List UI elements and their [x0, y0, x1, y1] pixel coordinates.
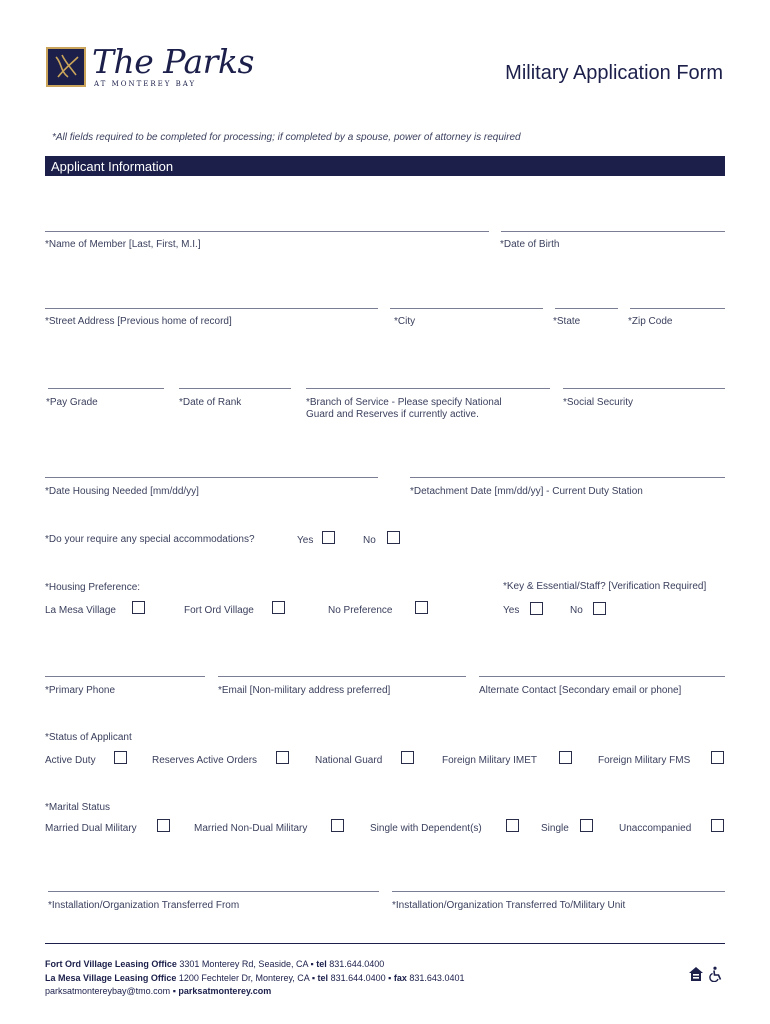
logo-emblem-icon [48, 49, 84, 85]
married-non-dual-checkbox[interactable] [331, 819, 344, 832]
imet-checkbox[interactable] [559, 751, 572, 764]
housing-option-no-preference: No Preference [328, 605, 393, 616]
footer-line-contact: parksatmontereybay@tmo.com ▪ parksatmonterey.com [45, 986, 272, 996]
key-essential-no-checkbox[interactable] [593, 602, 606, 615]
state-label: *State [553, 316, 581, 327]
name-field[interactable] [45, 231, 489, 232]
primary-phone-label: *Primary Phone [45, 685, 116, 696]
logo-title: The Parks [92, 42, 254, 81]
date-housing-label: *Date Housing Needed [mm/dd/yy] [45, 486, 199, 497]
email-label: *Email [Non-military address preferred] [218, 685, 391, 696]
footer-divider [45, 943, 725, 944]
single-dependents-checkbox[interactable] [506, 819, 519, 832]
dob-field[interactable] [501, 231, 725, 232]
status-option-active-duty: Active Duty [45, 755, 96, 766]
street-label: *Street Address [Previous home of record] [45, 316, 232, 327]
marital-label: *Marital Status [45, 802, 111, 813]
housing-option-fort-ord: Fort Ord Village [184, 605, 254, 616]
installation-from-label: *Installation/Organization Transferred From [48, 900, 240, 911]
la-mesa-checkbox[interactable] [132, 601, 145, 614]
housing-option-la-mesa: La Mesa Village [45, 605, 116, 616]
marital-option-single-dependents: Single with Dependent(s) [370, 823, 482, 834]
status-option-fms: Foreign Military FMS [598, 755, 691, 766]
date-of-rank-field[interactable] [179, 388, 291, 389]
accessibility-icon [708, 966, 724, 987]
footer-email-link[interactable]: parksatmontereybay@tmo.com [45, 986, 171, 996]
single-checkbox[interactable] [580, 819, 593, 832]
accommodations-yes-checkbox[interactable] [322, 531, 335, 544]
footer-line-fort-ord: Fort Ord Village Leasing Office 3301 Monterey Rd, Seaside, CA ▪ tel 831.644.0400 [45, 959, 385, 969]
equal-housing-icon [688, 966, 704, 987]
city-field[interactable] [390, 308, 543, 309]
key-essential-yes-checkbox[interactable] [530, 602, 543, 615]
date-housing-field[interactable] [45, 477, 378, 478]
marital-option-unaccompanied: Unaccompanied [619, 823, 692, 834]
status-option-imet: Foreign Military IMET [442, 755, 538, 766]
pay-grade-label: *Pay Grade [46, 397, 98, 408]
ssn-label: *Social Security [563, 397, 634, 408]
required-note: *All fields required to be completed for processing; if completed by a spouse, power of attorney is required [52, 132, 521, 143]
dob-label: *Date of Birth [500, 239, 560, 250]
accommodations-label: *Do your require any special accommodations? [45, 534, 255, 545]
key-essential-label: *Key & Essential/Staff? [Verification Required] [503, 581, 707, 592]
no-preference-checkbox[interactable] [415, 601, 428, 614]
marital-option-single: Single [541, 823, 569, 834]
state-field[interactable] [555, 308, 618, 309]
status-option-reserves: Reserves Active Orders [152, 755, 258, 766]
fort-ord-checkbox[interactable] [272, 601, 285, 614]
name-label: *Name of Member [Last, First, M.I.] [45, 239, 201, 250]
key-essential-no-label: No [570, 605, 583, 616]
unaccompanied-checkbox[interactable] [711, 819, 724, 832]
date-of-rank-label: *Date of Rank [179, 397, 242, 408]
street-field[interactable] [45, 308, 378, 309]
city-label: *City [394, 316, 416, 327]
email-field[interactable] [218, 676, 466, 677]
zip-field[interactable] [630, 308, 725, 309]
installation-from-field[interactable] [48, 891, 379, 892]
key-essential-yes-label: Yes [503, 605, 520, 616]
section-header [45, 156, 725, 176]
reserves-checkbox[interactable] [276, 751, 289, 764]
accommodations-yes-label: Yes [297, 535, 314, 546]
ssn-field[interactable] [563, 388, 725, 389]
branch-field[interactable] [306, 388, 550, 389]
detachment-label: *Detachment Date [mm/dd/yy] - Current Duty Station [410, 486, 643, 497]
branch-label-line2: Guard and Reserves if currently active. [306, 409, 479, 420]
alt-contact-field[interactable] [479, 676, 725, 677]
section-title: Applicant Information [51, 159, 174, 174]
zip-label: *Zip Code [628, 316, 673, 327]
accommodations-no-checkbox[interactable] [387, 531, 400, 544]
national-guard-checkbox[interactable] [401, 751, 414, 764]
logo-mark [46, 47, 86, 87]
married-dual-checkbox[interactable] [157, 819, 170, 832]
housing-label: *Housing Preference: [45, 582, 141, 593]
page-title: Military Application Form [505, 62, 723, 84]
logo-subtitle: AT MONTEREY BAY [94, 80, 197, 88]
accommodations-no-label: No [363, 535, 376, 546]
footer-website-link[interactable]: parksatmonterey.com [178, 986, 272, 996]
fms-checkbox[interactable] [711, 751, 724, 764]
primary-phone-field[interactable] [45, 676, 205, 677]
marital-option-non-dual: Married Non-Dual Military [194, 823, 308, 834]
installation-to-field[interactable] [392, 891, 725, 892]
status-label: *Status of Applicant [45, 732, 132, 743]
marital-option-dual: Married Dual Military [45, 823, 137, 834]
pay-grade-field[interactable] [48, 388, 164, 389]
branch-label-line1: *Branch of Service - Please specify National [306, 397, 502, 408]
installation-to-label: *Installation/Organization Transferred To/Military Unit [392, 900, 626, 911]
status-option-national-guard: National Guard [315, 755, 383, 766]
detachment-field[interactable] [410, 477, 725, 478]
alt-contact-label: Alternate Contact [Secondary email or phone] [479, 685, 682, 696]
active-duty-checkbox[interactable] [114, 751, 127, 764]
footer-line-la-mesa: La Mesa Village Leasing Office 1200 Fechteler Dr, Monterey, CA ▪ tel 831.644.0400 ▪ fax 831.643.0401 [45, 973, 465, 983]
